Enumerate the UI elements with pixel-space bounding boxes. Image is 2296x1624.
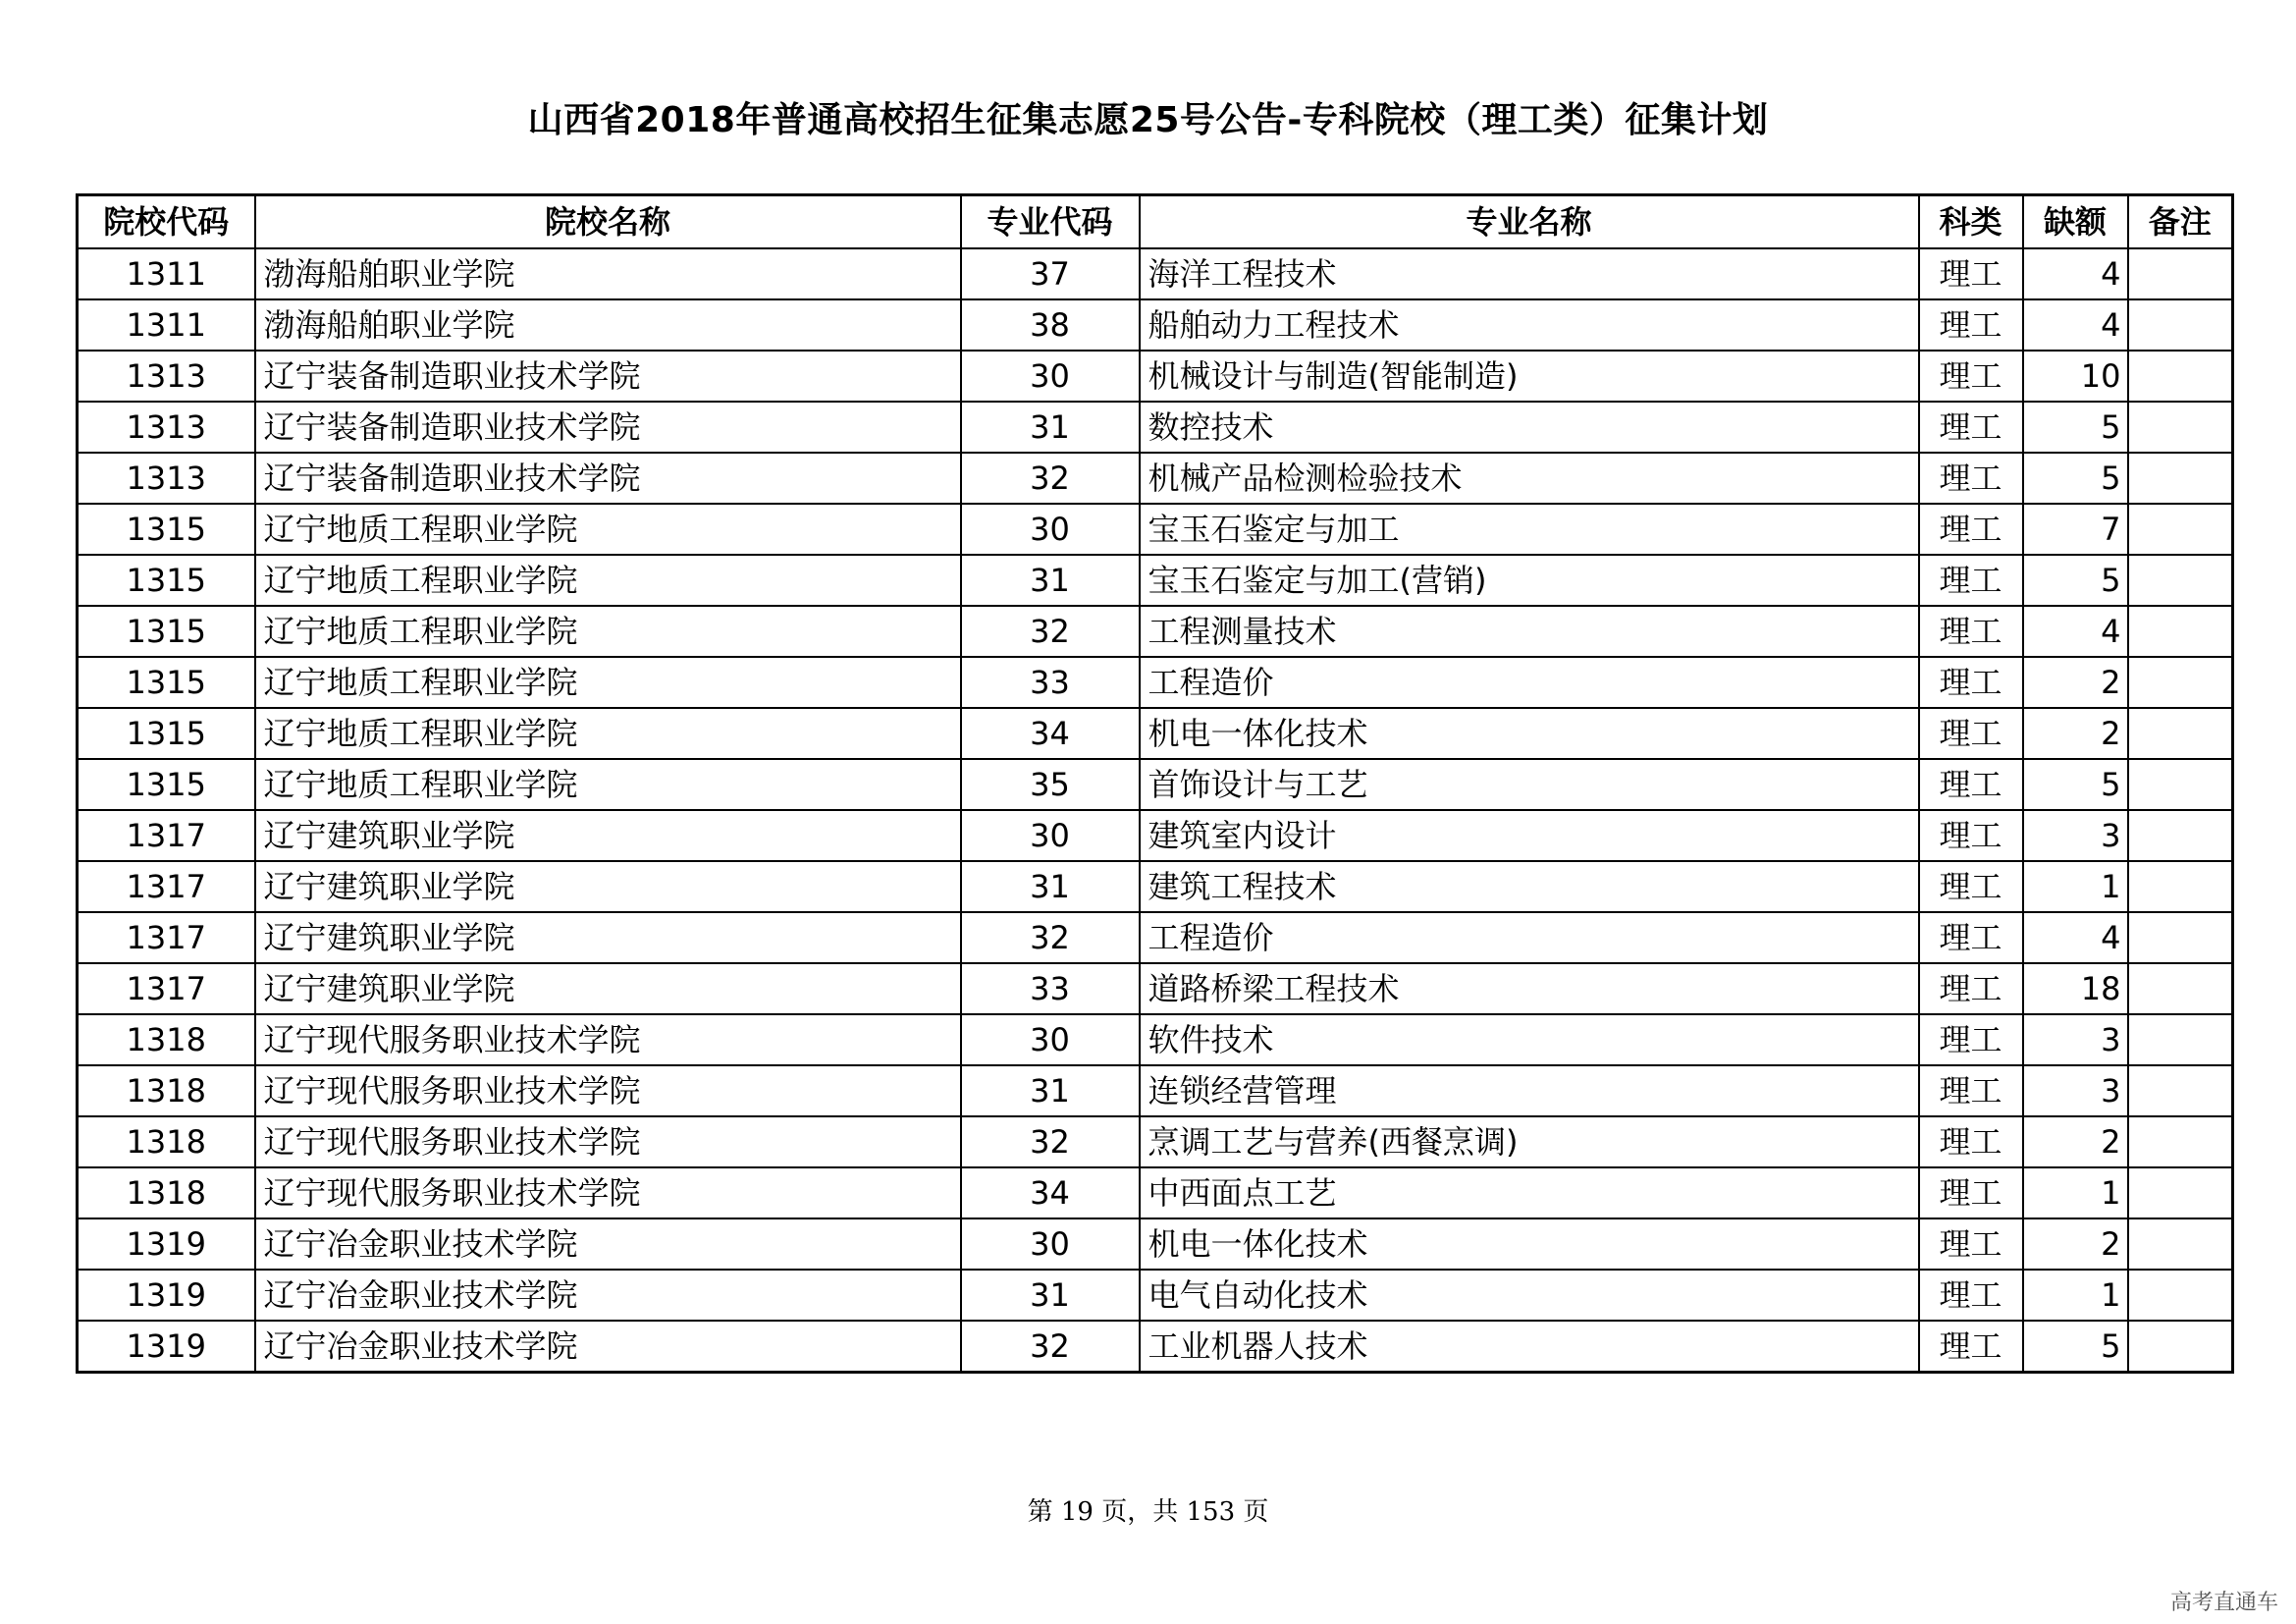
cell-category: 理工 [1919, 708, 2023, 759]
cell-major-name: 机械设计与制造(智能制造) [1140, 351, 1919, 402]
cell-category: 理工 [1919, 299, 2023, 351]
cell-vacancy: 2 [2023, 657, 2128, 708]
header-category: 科类 [1919, 195, 2023, 249]
cell-note [2128, 248, 2233, 299]
cell-school-code: 1315 [78, 657, 255, 708]
cell-major-code: 32 [961, 912, 1140, 963]
cell-major-code: 32 [961, 453, 1140, 504]
cell-major-name: 道路桥梁工程技术 [1140, 963, 1919, 1014]
header-major-name: 专业名称 [1140, 195, 1919, 249]
cell-note [2128, 759, 2233, 810]
cell-category: 理工 [1919, 1014, 2023, 1065]
cell-category: 理工 [1919, 1218, 2023, 1270]
header-major-code: 专业代码 [961, 195, 1140, 249]
cell-major-name: 海洋工程技术 [1140, 248, 1919, 299]
cell-major-code: 32 [961, 1116, 1140, 1167]
cell-vacancy: 5 [2023, 759, 2128, 810]
table-row [78, 351, 2233, 402]
table-row [78, 1321, 2233, 1373]
cell-category: 理工 [1919, 1270, 2023, 1321]
page-number: 第 19 页，共 153 页 [1027, 1497, 1269, 1527]
cell-major-code: 33 [961, 657, 1140, 708]
cell-note [2128, 299, 2233, 351]
cell-school-code: 1318 [78, 1116, 255, 1167]
cell-school-code: 1318 [78, 1065, 255, 1116]
cell-vacancy: 3 [2023, 1014, 2128, 1065]
cell-note [2128, 504, 2233, 555]
cell-school-code: 1311 [78, 299, 255, 351]
cell-major-code: 37 [961, 248, 1140, 299]
enrollment-plan-table [76, 193, 2234, 1374]
cell-major-code: 33 [961, 963, 1140, 1014]
cell-category: 理工 [1919, 963, 2023, 1014]
cell-vacancy: 2 [2023, 708, 2128, 759]
cell-school-name: 辽宁地质工程职业学院 [255, 657, 961, 708]
table-row [78, 963, 2233, 1014]
cell-school-code: 1319 [78, 1218, 255, 1270]
cell-school-code: 1315 [78, 759, 255, 810]
cell-major-code: 31 [961, 1065, 1140, 1116]
cell-school-code: 1315 [78, 606, 255, 657]
cell-school-name: 辽宁现代服务职业技术学院 [255, 1014, 961, 1065]
cell-major-code: 30 [961, 1218, 1140, 1270]
cell-vacancy: 3 [2023, 810, 2128, 861]
cell-major-code: 34 [961, 1167, 1140, 1218]
cell-major-code: 32 [961, 1321, 1140, 1373]
table-row [78, 1014, 2233, 1065]
cell-school-code: 1318 [78, 1167, 255, 1218]
cell-major-name: 连锁经营管理 [1140, 1065, 1919, 1116]
cell-school-name: 辽宁现代服务职业技术学院 [255, 1116, 961, 1167]
cell-note [2128, 351, 2233, 402]
page-title: 山西省2018年普通高校招生征集志愿25号公告-专科院校（理工类）征集计划 [527, 100, 1769, 140]
cell-vacancy: 5 [2023, 453, 2128, 504]
cell-note [2128, 555, 2233, 606]
cell-category: 理工 [1919, 453, 2023, 504]
cell-school-name: 辽宁地质工程职业学院 [255, 708, 961, 759]
cell-major-name: 中西面点工艺 [1140, 1167, 1919, 1218]
cell-major-name: 首饰设计与工艺 [1140, 759, 1919, 810]
cell-note [2128, 861, 2233, 912]
table-row [78, 299, 2233, 351]
cell-note [2128, 1167, 2233, 1218]
cell-category: 理工 [1919, 810, 2023, 861]
cell-school-code: 1313 [78, 453, 255, 504]
table-row [78, 606, 2233, 657]
cell-school-code: 1317 [78, 912, 255, 963]
cell-category: 理工 [1919, 1065, 2023, 1116]
cell-category: 理工 [1919, 912, 2023, 963]
cell-major-code: 38 [961, 299, 1140, 351]
cell-major-name: 宝玉石鉴定与加工 [1140, 504, 1919, 555]
cell-major-name: 工程造价 [1140, 912, 1919, 963]
cell-vacancy: 3 [2023, 1065, 2128, 1116]
cell-school-name: 辽宁装备制造职业技术学院 [255, 453, 961, 504]
cell-school-code: 1315 [78, 504, 255, 555]
cell-school-code: 1319 [78, 1321, 255, 1373]
header-note: 备注 [2128, 195, 2233, 249]
watermark-text: 高考直通车 [2169, 1591, 2278, 1615]
cell-category: 理工 [1919, 351, 2023, 402]
cell-school-name: 辽宁建筑职业学院 [255, 861, 961, 912]
table-header-row [78, 195, 2233, 249]
cell-school-name: 辽宁装备制造职业技术学院 [255, 402, 961, 453]
cell-note [2128, 606, 2233, 657]
cell-school-name: 渤海船舶职业学院 [255, 299, 961, 351]
header-school-code: 院校代码 [78, 195, 255, 249]
cell-school-code: 1313 [78, 351, 255, 402]
table-row [78, 453, 2233, 504]
cell-major-code: 31 [961, 402, 1140, 453]
cell-major-code: 35 [961, 759, 1140, 810]
table-row [78, 759, 2233, 810]
cell-school-name: 辽宁冶金职业技术学院 [255, 1270, 961, 1321]
cell-school-code: 1318 [78, 1014, 255, 1065]
cell-vacancy: 10 [2023, 351, 2128, 402]
cell-major-name: 机电一体化技术 [1140, 1218, 1919, 1270]
cell-vacancy: 1 [2023, 1167, 2128, 1218]
cell-major-code: 30 [961, 1014, 1140, 1065]
table-row [78, 1218, 2233, 1270]
cell-school-name: 渤海船舶职业学院 [255, 248, 961, 299]
table-row [78, 248, 2233, 299]
table-row [78, 1270, 2233, 1321]
cell-vacancy: 4 [2023, 912, 2128, 963]
cell-school-code: 1313 [78, 402, 255, 453]
cell-vacancy: 1 [2023, 1270, 2128, 1321]
cell-vacancy: 4 [2023, 606, 2128, 657]
header-vacancy: 缺额 [2023, 195, 2128, 249]
cell-major-code: 31 [961, 1270, 1140, 1321]
cell-vacancy: 18 [2023, 963, 2128, 1014]
cell-category: 理工 [1919, 861, 2023, 912]
table-row [78, 810, 2233, 861]
table-row [78, 657, 2233, 708]
cell-school-code: 1315 [78, 555, 255, 606]
cell-note [2128, 1014, 2233, 1065]
cell-school-name: 辽宁建筑职业学院 [255, 912, 961, 963]
cell-major-name: 船舶动力工程技术 [1140, 299, 1919, 351]
table-body [78, 248, 2233, 1373]
cell-vacancy: 5 [2023, 1321, 2128, 1373]
cell-school-code: 1319 [78, 1270, 255, 1321]
table-row [78, 708, 2233, 759]
cell-school-name: 辽宁地质工程职业学院 [255, 606, 961, 657]
cell-note [2128, 810, 2233, 861]
cell-note [2128, 657, 2233, 708]
cell-major-code: 32 [961, 606, 1140, 657]
cell-school-name: 辽宁冶金职业技术学院 [255, 1321, 961, 1373]
cell-major-name: 机械产品检测检验技术 [1140, 453, 1919, 504]
cell-note [2128, 402, 2233, 453]
cell-school-name: 辽宁现代服务职业技术学院 [255, 1065, 961, 1116]
cell-note [2128, 1065, 2233, 1116]
cell-school-code: 1317 [78, 963, 255, 1014]
cell-category: 理工 [1919, 1321, 2023, 1373]
cell-major-name: 烹调工艺与营养(西餐烹调) [1140, 1116, 1919, 1167]
table-row [78, 504, 2233, 555]
table-row [78, 1116, 2233, 1167]
cell-note [2128, 708, 2233, 759]
cell-school-name: 辽宁装备制造职业技术学院 [255, 351, 961, 402]
cell-note [2128, 912, 2233, 963]
cell-vacancy: 4 [2023, 248, 2128, 299]
cell-school-code: 1317 [78, 810, 255, 861]
cell-school-code: 1317 [78, 861, 255, 912]
cell-school-name: 辽宁现代服务职业技术学院 [255, 1167, 961, 1218]
cell-vacancy: 4 [2023, 299, 2128, 351]
cell-major-code: 30 [961, 504, 1140, 555]
cell-major-code: 30 [961, 351, 1140, 402]
cell-category: 理工 [1919, 402, 2023, 453]
cell-school-code: 1311 [78, 248, 255, 299]
cell-category: 理工 [1919, 1116, 2023, 1167]
cell-major-name: 数控技术 [1140, 402, 1919, 453]
table-row [78, 402, 2233, 453]
table-row [78, 1065, 2233, 1116]
cell-note [2128, 1218, 2233, 1270]
cell-category: 理工 [1919, 248, 2023, 299]
cell-category: 理工 [1919, 606, 2023, 657]
cell-major-name: 建筑工程技术 [1140, 861, 1919, 912]
table-row [78, 861, 2233, 912]
header-school-name: 院校名称 [255, 195, 961, 249]
cell-major-name: 工业机器人技术 [1140, 1321, 1919, 1373]
cell-major-code: 30 [961, 810, 1140, 861]
cell-major-name: 电气自动化技术 [1140, 1270, 1919, 1321]
cell-category: 理工 [1919, 555, 2023, 606]
cell-note [2128, 453, 2233, 504]
cell-vacancy: 2 [2023, 1116, 2128, 1167]
cell-major-name: 建筑室内设计 [1140, 810, 1919, 861]
cell-vacancy: 2 [2023, 1218, 2128, 1270]
cell-category: 理工 [1919, 1167, 2023, 1218]
cell-category: 理工 [1919, 759, 2023, 810]
cell-major-code: 31 [961, 555, 1140, 606]
cell-school-name: 辽宁地质工程职业学院 [255, 504, 961, 555]
cell-vacancy: 7 [2023, 504, 2128, 555]
table-row [78, 1167, 2233, 1218]
cell-vacancy: 1 [2023, 861, 2128, 912]
cell-major-name: 机电一体化技术 [1140, 708, 1919, 759]
cell-major-name: 工程造价 [1140, 657, 1919, 708]
table-row [78, 912, 2233, 963]
table-row [78, 555, 2233, 606]
cell-note [2128, 1321, 2233, 1373]
cell-note [2128, 1116, 2233, 1167]
cell-note [2128, 1270, 2233, 1321]
cell-vacancy: 5 [2023, 555, 2128, 606]
cell-school-name: 辽宁冶金职业技术学院 [255, 1218, 961, 1270]
cell-major-name: 宝玉石鉴定与加工(营销) [1140, 555, 1919, 606]
cell-major-name: 工程测量技术 [1140, 606, 1919, 657]
cell-school-name: 辽宁地质工程职业学院 [255, 555, 961, 606]
cell-major-code: 31 [961, 861, 1140, 912]
cell-school-name: 辽宁建筑职业学院 [255, 963, 961, 1014]
cell-category: 理工 [1919, 657, 2023, 708]
cell-school-name: 辽宁地质工程职业学院 [255, 759, 961, 810]
cell-major-name: 软件技术 [1140, 1014, 1919, 1065]
cell-vacancy: 5 [2023, 402, 2128, 453]
cell-category: 理工 [1919, 504, 2023, 555]
cell-school-name: 辽宁建筑职业学院 [255, 810, 961, 861]
cell-major-code: 34 [961, 708, 1140, 759]
cell-school-code: 1315 [78, 708, 255, 759]
cell-note [2128, 963, 2233, 1014]
